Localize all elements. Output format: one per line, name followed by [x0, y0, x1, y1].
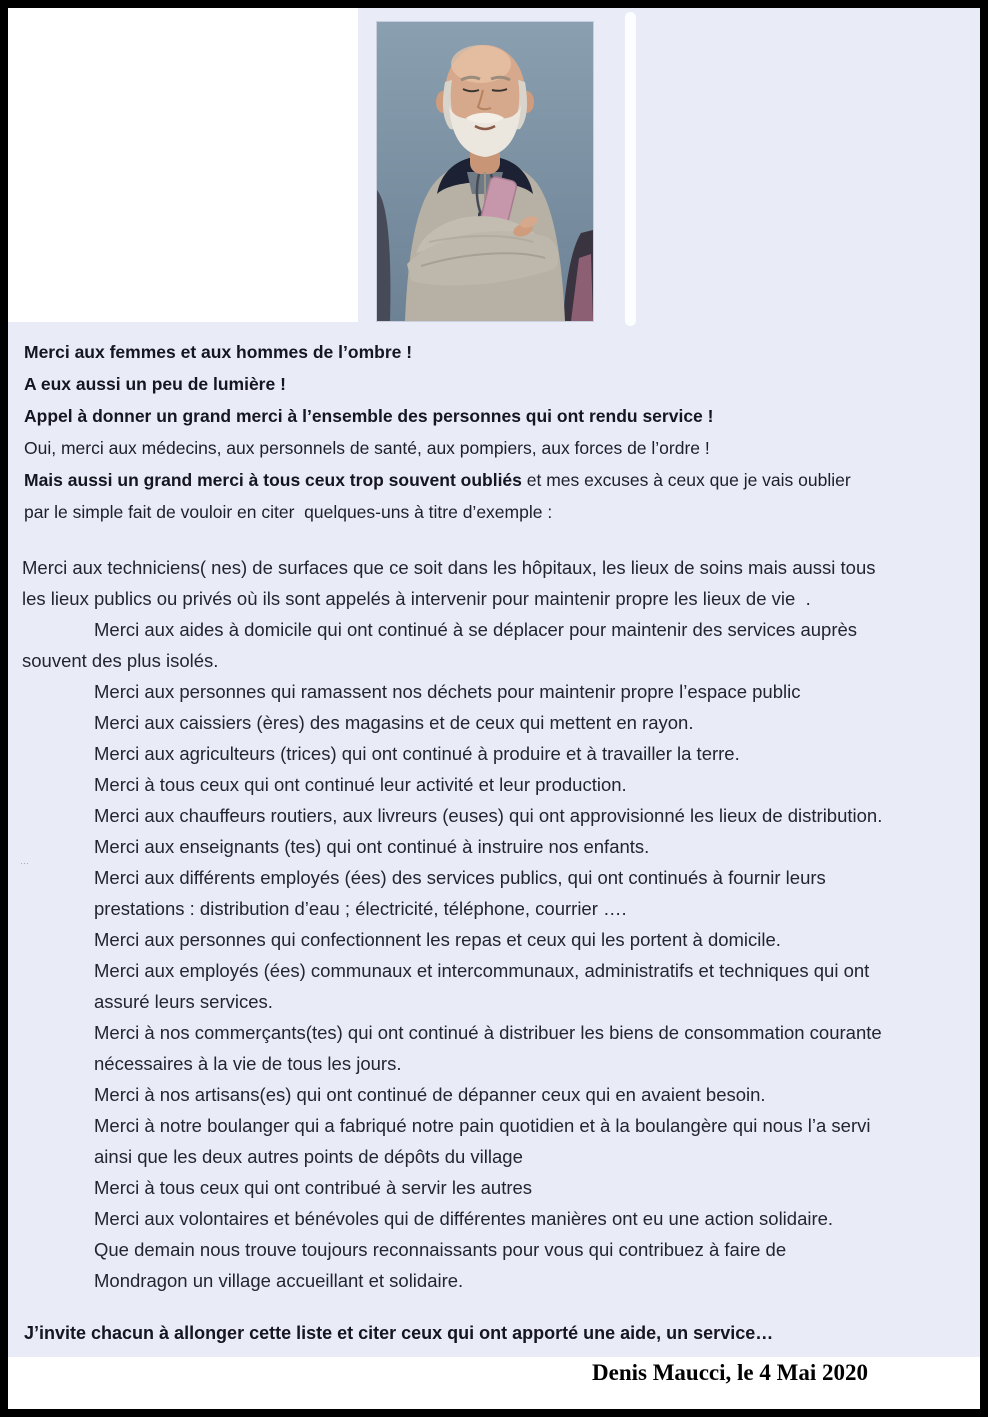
body-line: Mondragon un village accueillant et solidaire.	[94, 1270, 464, 1291]
man-portrait-image	[377, 22, 593, 321]
body-line: Merci à tous ceux qui ont contribué à servir les autres	[94, 1177, 533, 1198]
body-line: Merci à nos artisans(es) qui ont continué de dépanner ceux qui en avaient besoin.	[94, 1084, 766, 1105]
body-line: Merci à nos commerçants(tes) qui ont continué à distribuer les biens de consommation courante	[94, 1022, 882, 1043]
body-line: Merci à tous ceux qui ont continué leur activité et leur production.	[94, 774, 627, 795]
body-line: Merci aux chauffeurs routiers, aux livreurs (euses) qui ont approvisionné les lieux de distribution.	[94, 805, 883, 826]
body-line: souvent des plus isolés.	[22, 650, 219, 671]
intro-line	[24, 496, 984, 528]
body-line: Merci aux agriculteurs (trices) qui ont continué à produire et à travailler la terre.	[94, 743, 740, 764]
scan-artifact-dots: …	[20, 856, 30, 866]
body-line: Que demain nous trouve toujours reconnaissants pour vous qui contribuez à faire de	[94, 1239, 787, 1260]
body-line: assuré leurs services.	[94, 991, 273, 1012]
body-line: Merci aux volontaires et bénévoles qui de différentes manières ont eu une action solidaire.	[94, 1208, 834, 1229]
intro-line	[24, 464, 984, 496]
body-line: les lieux publics ou privés où ils sont appelés à intervenir pour maintenir propre les lieux de vie .	[22, 588, 811, 609]
body-line: nécessaires à la vie de tous les jours.	[94, 1053, 402, 1074]
body-line: Merci aux personnes qui confectionnent les repas et ceux qui les portent à domicile.	[94, 929, 781, 950]
body-line: Merci aux employés (ées) communaux et intercommunaux, administratifs et techniques qui ont	[94, 960, 870, 981]
intro-line-bold-text: A eux aussi un peu de lumière !	[24, 374, 286, 394]
body-line: Merci aux différents employés (ées) des services publics, qui ont continués à fournir leurs	[94, 867, 826, 888]
intro-line-text: par le simple fait de vouloir en citer quelques-uns à titre d’exemple :	[24, 502, 553, 522]
body-line: Merci aux techniciens( nes) de surfaces que ce soit dans les hôpitaux, les lieux de soins mais aussi tous	[22, 557, 876, 578]
intro-line	[24, 432, 984, 464]
body-line: Merci aux caissiers (ères) des magasins et de ceux qui mettent en rayon.	[94, 712, 694, 733]
intro-line-bold-text: Appel à donner un grand merci à l’ensemble des personnes qui ont rendu service !	[24, 406, 714, 426]
intro-line	[24, 336, 984, 368]
body-line: Merci aux aides à domicile qui ont continué à se déplacer pour maintenir des services auprès	[94, 619, 858, 640]
intro-line	[24, 368, 984, 400]
body-line: Merci à notre boulanger qui a fabriqué notre pain quotidien et à la boulangère qui nous l’a servi	[94, 1115, 871, 1136]
body-line: Merci aux personnes qui ramassent nos déchets pour maintenir propre l’espace public	[94, 681, 801, 702]
body-line: ainsi que les deux autres points de dépôts du village	[94, 1146, 523, 1167]
closing-line: J’invite chacun à allonger cette liste et citer ceux qui ont apporté une aide, un service…	[24, 1323, 774, 1343]
body-block	[22, 552, 988, 1296]
body-line: prestations : distribution d’eau ; électricité, téléphone, courrier ….	[94, 898, 627, 919]
intro-line-text: et mes excuses à ceux que je vais oublier	[521, 470, 851, 490]
portrait-photo	[377, 22, 593, 321]
signature: Denis Maucci, le 4 Mai 2020	[592, 1360, 868, 1385]
intro-line-bold-text: Mais aussi un grand merci à tous ceux trop souvent oubliés	[24, 470, 522, 490]
intro-line-text: Oui, merci aux médecins, aux personnels de santé, aux pompiers, aux forces de l’ordre !	[24, 438, 710, 458]
intro-block	[24, 336, 984, 528]
body-line: Merci aux enseignants (tes) qui ont continué à instruire nos enfants.	[94, 836, 650, 857]
intro-line-bold-text: Merci aux femmes et aux hommes de l’ombre !	[24, 342, 413, 362]
intro-line	[24, 400, 984, 432]
white-margin-strip	[625, 12, 636, 326]
